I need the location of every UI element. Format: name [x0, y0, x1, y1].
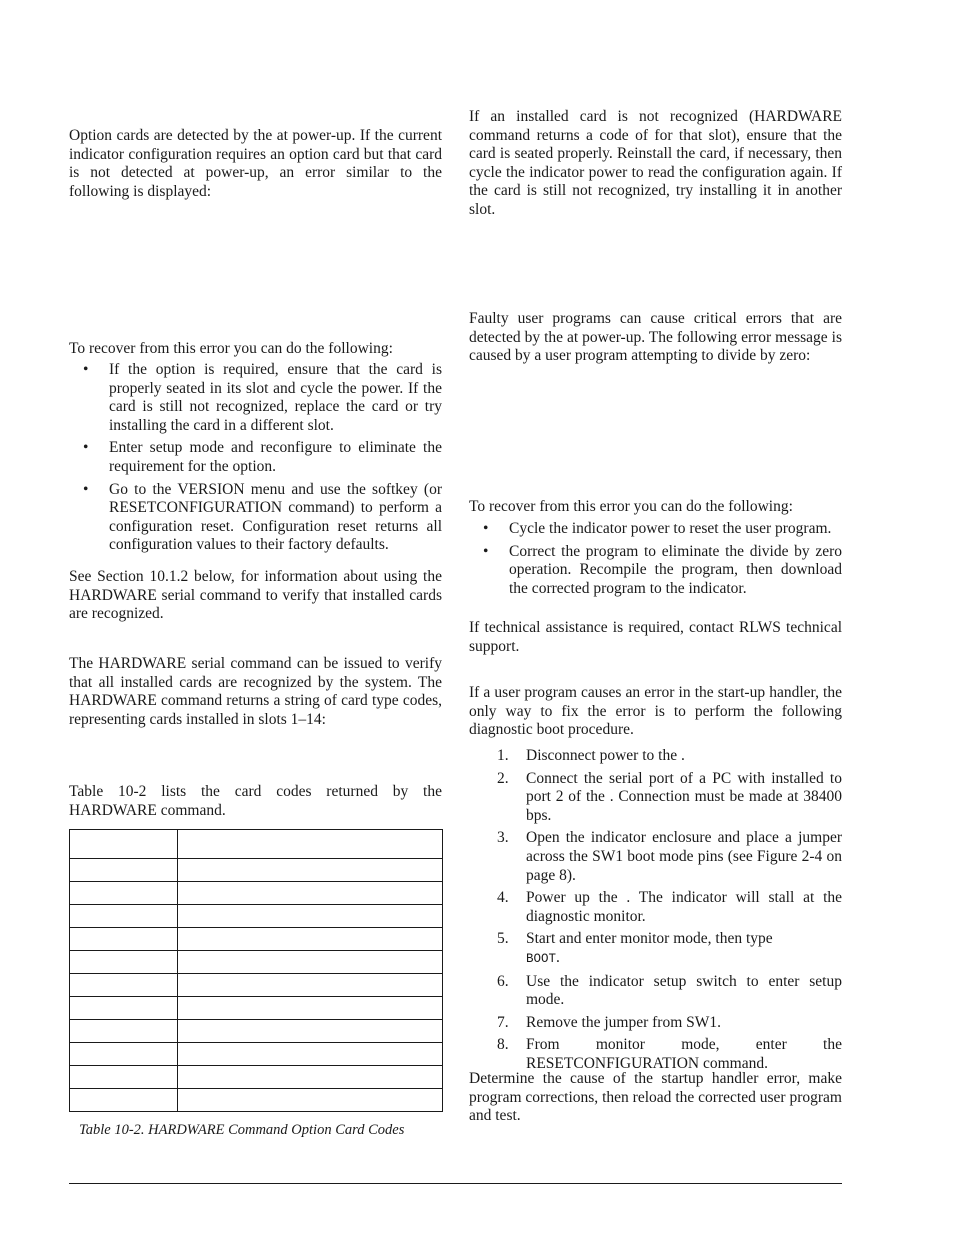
bullet-icon: • — [83, 439, 89, 457]
table-intro-paragraph: Table 10-2 lists the card codes returned by the HARDWARE command. — [69, 783, 442, 819]
list-item: • Correct the program to eliminate the divide by zero operation. Recompile the program, then download the corrected program to the indicator. — [483, 542, 842, 597]
table-cell — [70, 905, 178, 928]
table-row — [70, 882, 443, 905]
table-row — [70, 1066, 443, 1089]
boot-command-code: BOOT — [526, 951, 557, 966]
table-cell — [70, 1043, 178, 1066]
table-row — [70, 859, 443, 882]
table-cell — [178, 882, 443, 905]
table-header-cell — [70, 830, 178, 859]
table-cell — [70, 928, 178, 951]
table-row — [70, 928, 443, 951]
list-item: • Go to the VERSION menu and use the softkey (or RESETCONFIGURATION command) to perform a configuration reset. Configuration reset returns all configuration values to their factory defaults. — [83, 480, 442, 554]
list-item: 5. Start and enter monitor mode, then type BOOT. — [497, 930, 773, 966]
table-cell — [70, 1089, 178, 1112]
table-row — [70, 1089, 443, 1112]
table-cell — [70, 1066, 178, 1089]
list-item: • Enter setup mode and reconfigure to eliminate the requirement for the option. — [83, 439, 442, 475]
bullet-icon: • — [83, 480, 89, 498]
list-item: 4. Power up the . The indicator will stall at the diagnostic monitor. — [497, 889, 842, 925]
table-cell — [178, 1043, 443, 1066]
list-item: 8. From monitor mode, enter the RESETCONFIGURATION command. — [497, 1036, 842, 1072]
table-cell — [178, 859, 443, 882]
table-caption: Table 10-2. HARDWARE Command Option Card Codes — [79, 1122, 405, 1138]
table-row — [70, 905, 443, 928]
recover-intro-paragraph: To recover from this error you can do the following: — [69, 340, 393, 357]
technical-assistance-paragraph: If technical assistance is required, contact RLWS technical support. — [469, 619, 842, 655]
list-item: 7. Remove the jumper from SW1. — [497, 1013, 721, 1031]
list-item: 2. Connect the serial port of a PC with installed to port 2 of the . Connection must be made at 38400 bps. — [497, 769, 842, 824]
bullet-icon: • — [483, 542, 489, 560]
hardware-command-paragraph: The HARDWARE serial command can be issued to verify that all installed cards are recognized by the system. The HARDWARE command returns a string of card type codes, representing cards installed in slots 1–14: — [69, 655, 442, 728]
option-card-codes-table — [69, 829, 443, 1112]
startup-handler-paragraph: If a user program causes an error in the start-up handler, the only way to fix the error is to perform the following diagnostic boot procedure. — [469, 684, 842, 739]
table-cell — [70, 1020, 178, 1043]
table-cell — [178, 1089, 443, 1112]
table-header-cell — [178, 830, 443, 859]
bullet-icon: • — [483, 520, 489, 537]
table-cell — [178, 997, 443, 1020]
recover-intro-paragraph-2: To recover from this error you can do the following: — [469, 498, 793, 515]
list-item: • If the option is required, ensure that the card is properly seated in its slot and cycle the power. If the card is still not recognized, replace the card or try installing the card in a different slot. — [83, 361, 442, 434]
table-cell — [70, 882, 178, 905]
footer-divider — [69, 1183, 842, 1184]
option-card-detection-paragraph: Option cards are detected by the at power-up. If the current indicator configuration requires an option card but that card is not detected at power-up, an error similar to the following is displayed: — [69, 127, 442, 200]
table-cell — [178, 1020, 443, 1043]
see-section-paragraph: See Section 10.1.2 below, for information about using the HARDWARE serial command to verify that installed cards are recognized. — [69, 568, 442, 623]
table-header-row — [70, 830, 443, 859]
table-row — [70, 951, 443, 974]
table-cell — [178, 974, 443, 997]
table-row — [70, 974, 443, 997]
list-item: 1. Disconnect power to the . — [497, 747, 685, 764]
table-row — [70, 1020, 443, 1043]
determine-cause-paragraph: Determine the cause of the startup handler error, make program corrections, then reload the corrected user program and test. — [469, 1070, 842, 1125]
faulty-programs-paragraph: Faulty user programs can cause critical errors that are detected by the at power-up. The following error message is caused by a user program attempting to divide by zero: — [469, 310, 842, 365]
bullet-icon: • — [83, 361, 89, 378]
list-item: 6. Use the indicator setup switch to enter setup mode. — [497, 972, 842, 1009]
card-not-recognized-paragraph: If an installed card is not recognized (HARDWARE command returns a code of for that slot), ensure that the card is seated properly. Reinstall the card, if necessary, then cycle the indicator power to read the configuration again. If the card is still not recognized, try installing it in another slot. — [469, 108, 842, 218]
table-cell — [178, 905, 443, 928]
diagnostic-boot-steps — [469, 747, 842, 1078]
table-cell — [70, 951, 178, 974]
table-cell — [178, 1066, 443, 1089]
table-row — [70, 997, 443, 1020]
table-row — [70, 1043, 443, 1066]
list-item: • Cycle the indicator power to reset the user program. — [483, 520, 832, 537]
table-cell — [70, 974, 178, 997]
recovery-bullet-list-2 — [469, 520, 842, 602]
table-cell — [178, 928, 443, 951]
recovery-bullet-list — [69, 361, 442, 559]
table-cell — [70, 997, 178, 1020]
list-item: 3. Open the indicator enclosure and place a jumper across the SW1 boot mode pins (see Figure 2-4 on page 8). — [497, 829, 842, 884]
table-cell — [70, 859, 178, 882]
table-cell — [178, 951, 443, 974]
